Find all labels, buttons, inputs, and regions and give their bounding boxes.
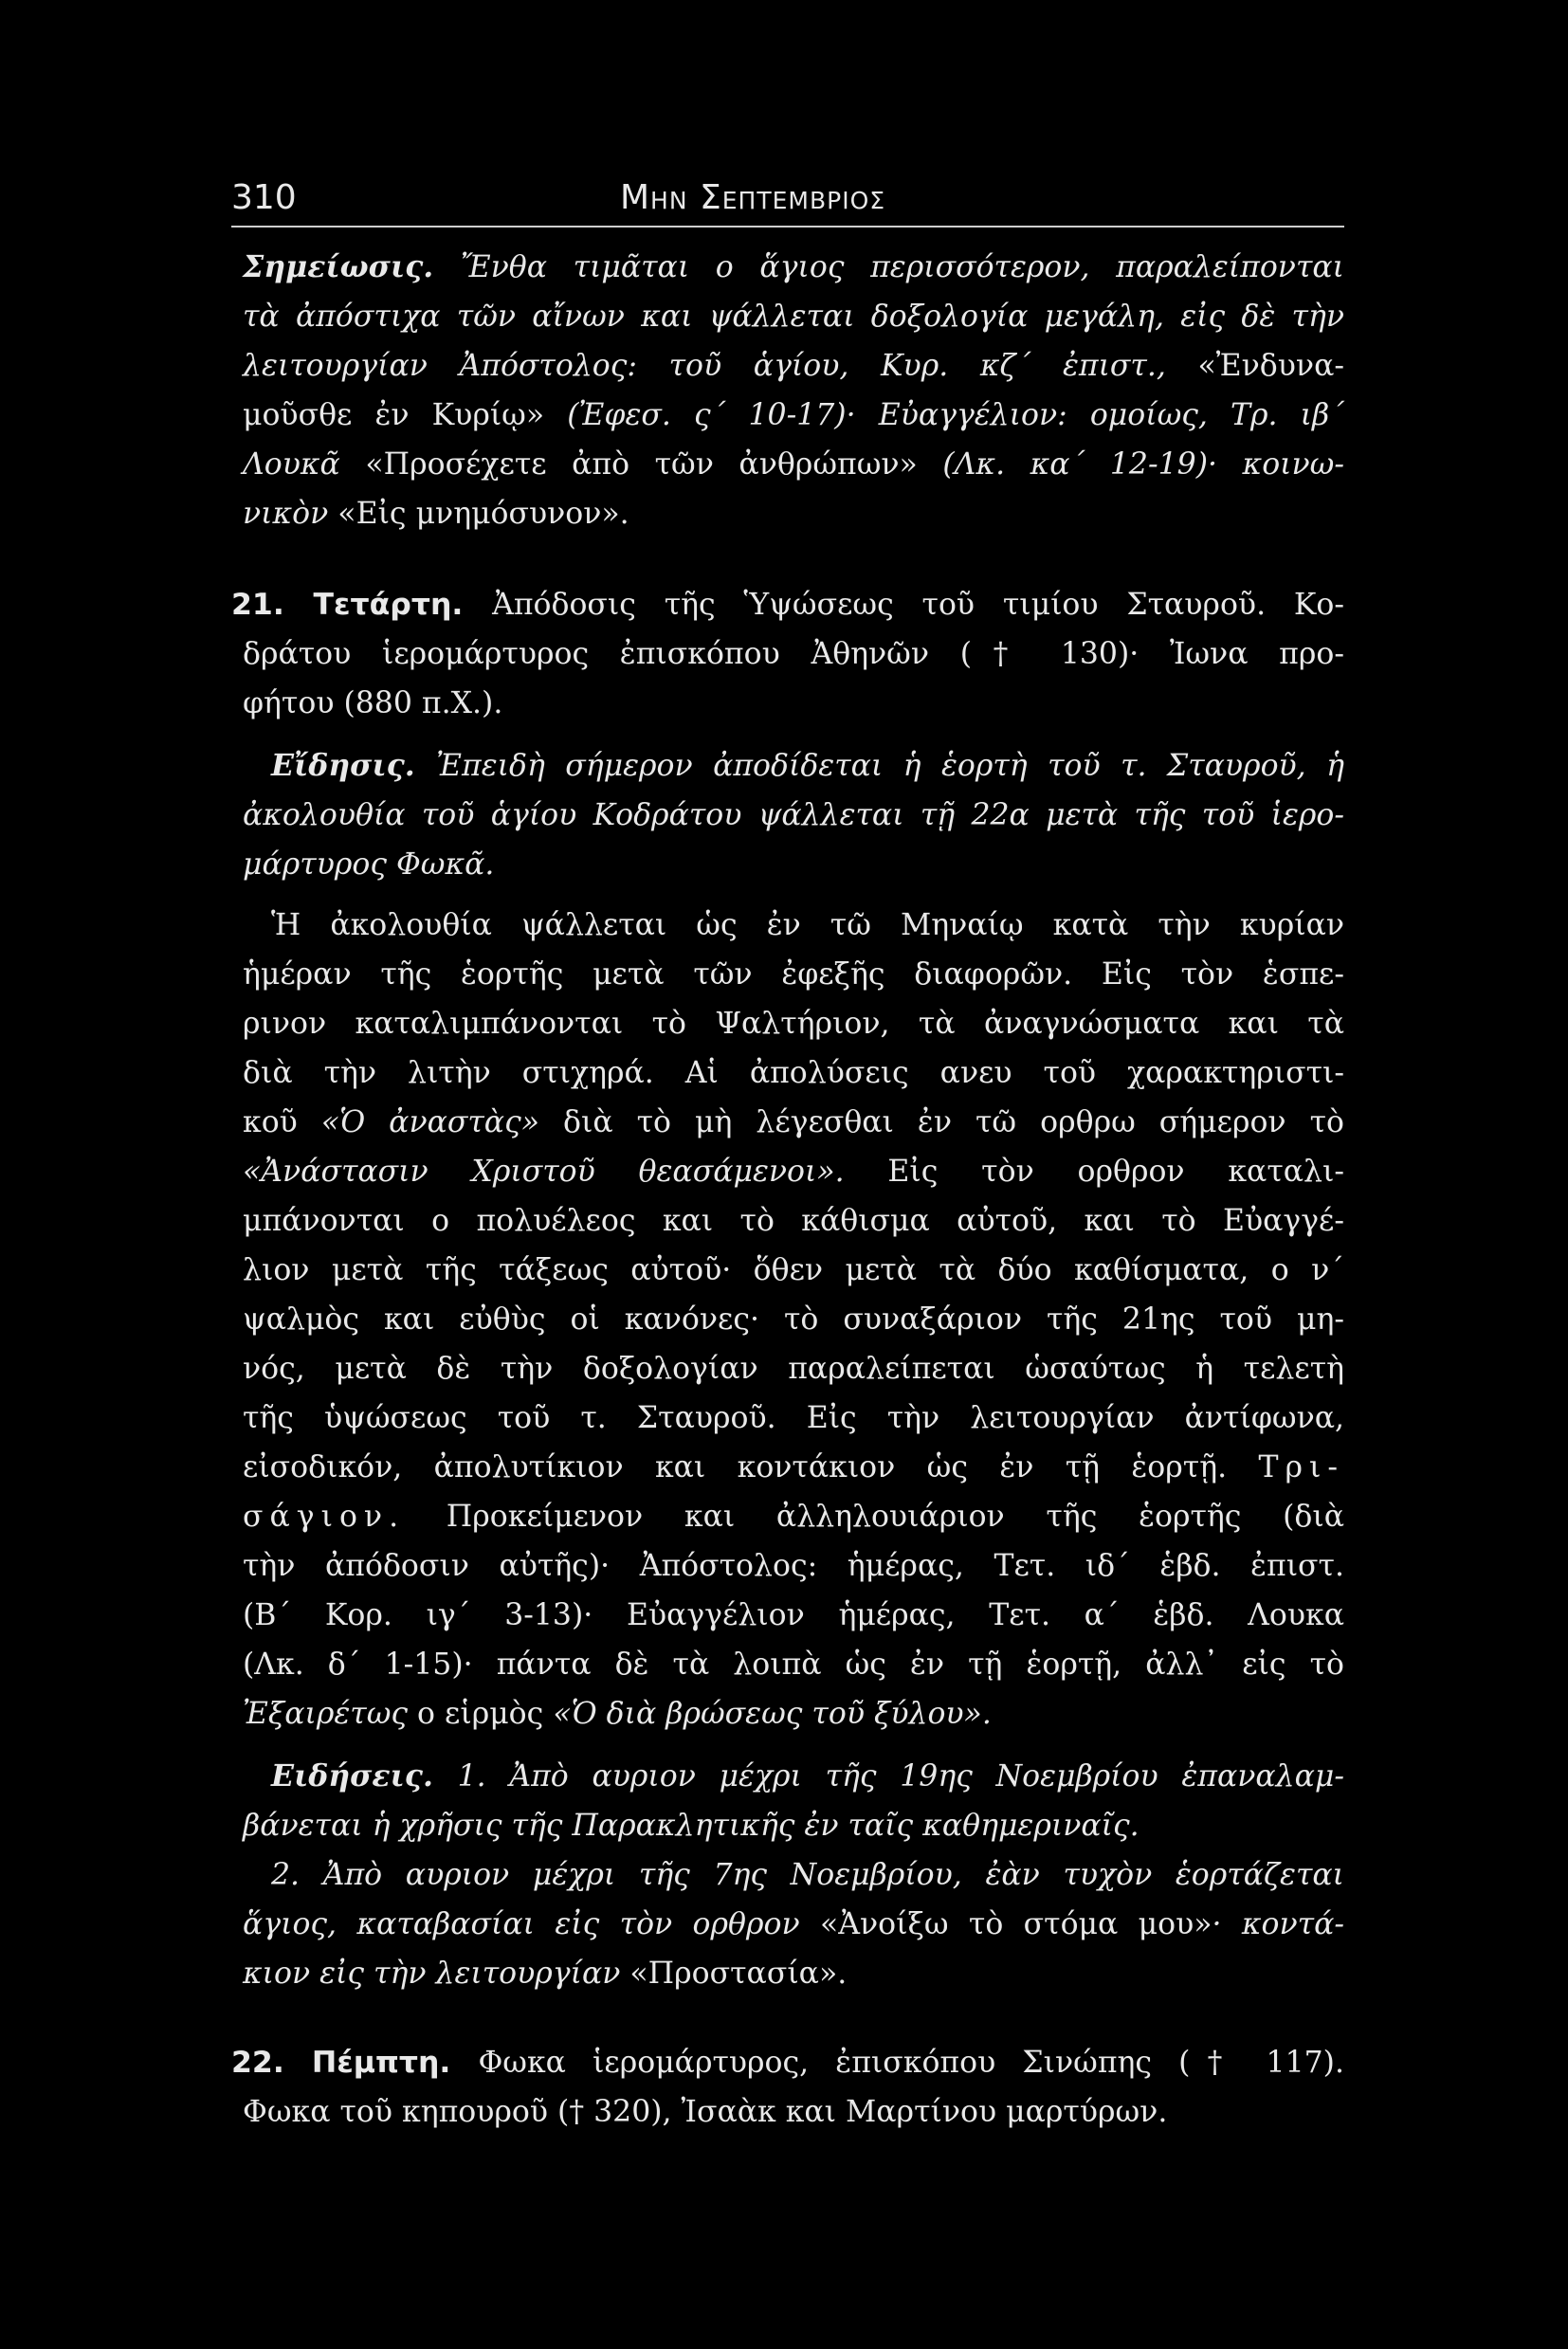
text-run: Ἀπόδοσις τῆς Ὑψώσεως τοῦ τιμίου Σταυροῦ. Κο- <box>492 588 1344 622</box>
text-line <box>243 1443 1344 1492</box>
text-run: διὰ τὸ μὴ λέγεσθαι ἐν τῶ ορθρω σήμερον τὸ <box>539 1105 1344 1139</box>
text-run: 1. Ἀπὸ αυριον μέχρι τῆς 19ης Νοεμβρίου ἐπαναλαμ- <box>457 1759 1344 1794</box>
text-run: (Ἐφεσ. ς΄ 10-17)· Εὐαγγέλιον: ομοίως, Τρ. ιβ΄ <box>567 398 1344 432</box>
text-line <box>231 2038 1344 2087</box>
text-line <box>243 1098 1344 1147</box>
text-run: · κοντά- <box>1212 1907 1345 1941</box>
text-line <box>243 292 1344 341</box>
text-line <box>243 1801 1344 1850</box>
text-run: κοῦ <box>243 1105 321 1139</box>
text-line <box>243 1147 1344 1196</box>
text-run: Φωκα τοῦ κηπουροῦ († 320), Ἰσαὰκ και Μαρτίνου μαρτύρων. <box>243 2095 1168 2129</box>
text-line <box>243 341 1344 391</box>
text-line <box>243 629 1344 679</box>
text-run: Ἡ ἀκολουθία ψάλλεται ὡς ἐν τῶ Μηναίῳ κατὰ τὴν κυρίαν <box>271 908 1344 942</box>
text-run: νικὸν <box>243 497 338 531</box>
text-run: μοῦσθε ἐν Κυρίῳ» <box>243 398 568 432</box>
text-run: «Ὁ διὰ βρώσεως τοῦ ξύλου». <box>553 1697 992 1731</box>
text-run: «Ἀνάστασιν Χριστοῦ θεασάμενοι». <box>243 1155 845 1189</box>
text-line <box>243 1949 1344 1998</box>
text-line <box>243 440 1344 489</box>
text-line <box>243 1689 1344 1739</box>
text-line <box>271 901 1344 950</box>
text-run: ἅγιος, καταβασίαι εἰς τὸν ορθρον <box>243 1907 820 1941</box>
text-run: Ἐξαιρέτως <box>243 1697 409 1731</box>
text-run: τὴν ἀπόδοσιν αὐτῆς)· Ἀπόστολος: ἡμέρας, Τετ. ιδ΄ ἑβδ. ἐπιστ. <box>243 1549 1344 1583</box>
text-run: δράτου ἱερομάρτυρος ἐπισκόπου Ἀθηνῶν († 130)· Ἰωνα προ- <box>243 637 1344 671</box>
text-line <box>243 791 1344 840</box>
text-run: «Προστασία». <box>629 1957 848 1991</box>
text-run: ψαλμὸς και εὐθὺς οἱ κανόνες· τὸ συναξάριον τῆς 21ης τοῦ μη- <box>243 1302 1344 1337</box>
text-line <box>243 1246 1344 1295</box>
text-run: λειτουργίαν Ἀπόστολος: τοῦ ἁγίου, Κυρ. κζ΄ ἐπιστ., <box>243 349 1198 383</box>
text-line <box>243 1295 1344 1344</box>
text-run: Λουκᾶ <box>243 447 366 482</box>
text-line <box>271 1850 1344 1900</box>
text-run: ἀκολουθία τοῦ ἁγίου Κοδράτου ψάλλεται τῇ 22α μετὰ τῆς τοῦ ἱερο- <box>243 798 1344 832</box>
text-run: μπάνονται ο πολυέλεος και τὸ κάθισμα αὐτοῦ, και τὸ Εὐαγγέ- <box>243 1204 1344 1238</box>
text-run: τῆς ὑψώσεως τοῦ τ. Σταυροῦ. Εἰς τὴν λειτουργίαν ἀντίφωνα, <box>243 1401 1344 1435</box>
text-line <box>243 1344 1344 1393</box>
text-run: (Λκ. κα΄ 12-19)· κοινω- <box>942 447 1344 482</box>
header-rule <box>231 226 1344 228</box>
text-run: ο εἱρμὸς <box>408 1697 554 1731</box>
text-run: Ἐπειδὴ σήμερον ἀποδίδεται ἡ ἑορτὴ τοῦ τ. Σταυροῦ, ἡ <box>436 749 1345 783</box>
running-title: Μην Σεπτεμβριος <box>620 178 886 217</box>
page-number: 310 <box>231 178 297 217</box>
text-run: «Ὁ ἀναστὰς» <box>320 1105 539 1139</box>
text-line <box>243 1541 1344 1591</box>
text-line <box>243 1048 1344 1098</box>
text-run: φήτου (880 π.Χ.). <box>243 686 503 720</box>
text-run: μάρτυρος Φωκᾶ. <box>243 847 495 882</box>
text-run: ρινον καταλιμπάνονται τὸ Ψαλτήριον, τὰ ἀναγνώσματα και τὰ <box>243 1007 1344 1041</box>
text-run: τὰ ἀπόστιχα τῶν αἴνων και ψάλλεται δοξολογία μεγάλη, εἰς δὲ τὴν <box>243 300 1344 334</box>
text-run: Εἰς τὸν ορθρον καταλι- <box>844 1155 1344 1189</box>
text-run: (Λκ. δ΄ 1-15)· πάντα δὲ τὰ λοιπὰ ὡς ἐν τῇ ἑορτῇ, ἀλλ᾽ εἰς τὸ <box>243 1648 1344 1682</box>
text-line <box>243 679 1344 728</box>
text-line <box>243 950 1344 999</box>
text-line <box>231 580 1344 629</box>
text-run: εἰσοδικόν, ἀπολυτίκιον και κοντάκιον ὡς ἐν τῇ ἑορτῇ. <box>243 1450 1259 1484</box>
text-run: «Ἀνοίξω τὸ στόμα μου» <box>820 1907 1212 1941</box>
text-run: 21. Τετάρτη. <box>231 588 493 622</box>
text-run: διὰ τὴν λιτὴν στιχηρά. Αἱ ἀπολύσεις ανευ τοῦ χαρακτηριστι- <box>243 1056 1344 1090</box>
text-line <box>243 840 1344 889</box>
text-line <box>243 391 1344 440</box>
text-run: 2. Ἀπὸ αυριον μέχρι τῆς 7ης Νοεμβρίου, ἐὰν τυχὸν ἑορτάζεται <box>271 1858 1344 1892</box>
text-run: Τρι- <box>1258 1450 1344 1484</box>
text-line <box>271 1752 1344 1801</box>
text-run: βάνεται ἡ χρῆσις τῆς Παρακλητικῆς ἐν ταῖς καθημεριναῖς. <box>243 1809 1140 1843</box>
text-run: Ἔνθα τιμᾶται ο ἅγιος περισσότερον, παραλείπονται <box>460 250 1344 284</box>
text-line <box>243 1900 1344 1949</box>
text-line <box>243 243 1344 292</box>
text-line <box>243 2087 1344 2137</box>
text-run: λιον μετὰ τῆς τάξεως αὐτοῦ· ὅθεν μετὰ τὰ δύο καθίσματα, ο ν΄ <box>243 1253 1344 1287</box>
text-line <box>243 1640 1344 1689</box>
text-run: Ειδήσεις. <box>271 1758 458 1794</box>
text-run: Εἴδησις. <box>271 748 437 783</box>
text-line <box>243 489 1344 538</box>
text-run: «Προσέχετε ἀπὸ τῶν ἀνθρώπων» <box>365 447 943 482</box>
text-line <box>243 1591 1344 1640</box>
text-run: σάγιον. <box>243 1500 406 1534</box>
text-run: «Ἐνδυνα- <box>1197 349 1344 383</box>
text-line <box>243 1196 1344 1246</box>
text-run: Φωκα ἱερομάρτυρος, ἐπισκόπου Σινώπης († 117). <box>478 2046 1344 2080</box>
text-run: νός, μετὰ δὲ τὴν δοξολογίαν παραλείπεται ὡσαύτως ἡ τελετὴ <box>243 1352 1344 1386</box>
text-run: «Εἰς μνημόσυνον». <box>337 497 629 531</box>
text-run: κιον εἰς τὴν λειτουργίαν <box>243 1957 630 1991</box>
text-line <box>243 1393 1344 1443</box>
text-line <box>271 741 1344 791</box>
text-run: ἡμέραν τῆς ἑορτῆς μετὰ τῶν ἐφεξῆς διαφορῶν. Εἰς τὸν ἑσπε- <box>243 957 1344 992</box>
text-line <box>243 999 1344 1048</box>
text-run: Σημείωσις. <box>243 249 461 284</box>
text-run: (Β΄ Κορ. ιγ΄ 3-13)· Εὐαγγέλιον ἡμέρας, Τετ. α΄ ἑβδ. Λουκα <box>243 1598 1344 1632</box>
text-run: 22. Πέμπτη. <box>231 2046 479 2080</box>
text-run: Προκείμενον και ἀλληλουιάριον τῆς ἑορτῆς (διὰ <box>405 1500 1344 1534</box>
text-line <box>243 1492 1344 1541</box>
